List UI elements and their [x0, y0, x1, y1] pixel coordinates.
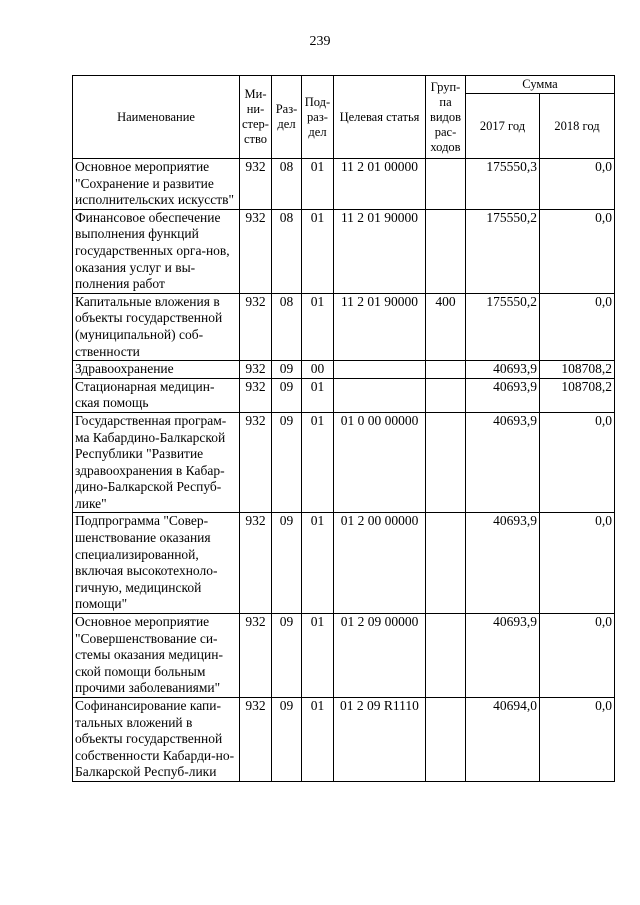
- row-name: Основное мероприятие "Сохранение и развитие исполнительских искусств": [73, 159, 240, 210]
- row-group: [426, 209, 466, 293]
- row-name: Стационарная медицин-ская помощь: [73, 378, 240, 412]
- row-sum-2018: 0,0: [540, 209, 615, 293]
- row-name: Финансовое обеспечение выполнения функций государственных орга-нов, оказания услуг и вы-полнения работ: [73, 209, 240, 293]
- row-ministry: 932: [240, 159, 272, 210]
- row-sum-2018: 0,0: [540, 159, 615, 210]
- header-target: Целевая статья: [334, 76, 426, 159]
- row-ministry: 932: [240, 209, 272, 293]
- row-group: [426, 159, 466, 210]
- header-group: Груп-па видов рас-ходов: [426, 76, 466, 159]
- table-row: [73, 513, 615, 614]
- row-subsection: 01: [302, 293, 334, 360]
- header-name: Наименование: [73, 76, 240, 159]
- row-subsection: 01: [302, 698, 334, 782]
- table-row: [73, 378, 615, 412]
- row-ministry: 932: [240, 412, 272, 513]
- row-ministry: 932: [240, 378, 272, 412]
- header-year-2017: 2017 год: [466, 94, 540, 159]
- row-section: 09: [272, 513, 302, 614]
- header-section: Раз-дел: [272, 76, 302, 159]
- row-sum-2017: 175550,2: [466, 293, 540, 360]
- row-subsection: 01: [302, 159, 334, 210]
- row-name: Здравоохранение: [73, 361, 240, 379]
- row-name: Капитальные вложения в объекты государственной (муниципальной) соб-ственности: [73, 293, 240, 360]
- row-subsection: 00: [302, 361, 334, 379]
- row-sum-2017: 40693,9: [466, 361, 540, 379]
- row-sum-2018: 108708,2: [540, 378, 615, 412]
- row-section: 08: [272, 293, 302, 360]
- row-target: 11 2 01 00000: [334, 159, 426, 210]
- row-ministry: 932: [240, 513, 272, 614]
- header-row-top: [73, 76, 615, 94]
- row-group: [426, 698, 466, 782]
- row-sum-2017: 175550,3: [466, 159, 540, 210]
- table-row: [73, 698, 615, 782]
- row-group: [426, 412, 466, 513]
- row-sum-2017: 175550,2: [466, 209, 540, 293]
- row-sum-2017: 40693,9: [466, 412, 540, 513]
- row-group: [426, 361, 466, 379]
- row-target: [334, 378, 426, 412]
- row-ministry: 932: [240, 698, 272, 782]
- row-sum-2018: 0,0: [540, 412, 615, 513]
- row-target: 01 2 00 00000: [334, 513, 426, 614]
- table-row: [73, 361, 615, 379]
- row-section: 09: [272, 361, 302, 379]
- row-sum-2018: 0,0: [540, 614, 615, 698]
- row-section: 09: [272, 614, 302, 698]
- row-sum-2018: 108708,2: [540, 361, 615, 379]
- row-sum-2017: 40693,9: [466, 614, 540, 698]
- row-sum-2018: 0,0: [540, 513, 615, 614]
- row-subsection: 01: [302, 378, 334, 412]
- budget-table: [72, 75, 615, 782]
- row-sum-2017: 40693,9: [466, 378, 540, 412]
- row-target: 01 2 09 00000: [334, 614, 426, 698]
- row-sum-2017: 40694,0: [466, 698, 540, 782]
- row-group: [426, 513, 466, 614]
- row-subsection: 01: [302, 412, 334, 513]
- row-subsection: 01: [302, 614, 334, 698]
- header-subsection: Под-раз-дел: [302, 76, 334, 159]
- row-name: Подпрограмма "Совер-шенствование оказания специализированной, включая высокотехноло-гичную, медицинской помощи": [73, 513, 240, 614]
- row-sum-2017: 40693,9: [466, 513, 540, 614]
- row-group: 400: [426, 293, 466, 360]
- table-row: [73, 412, 615, 513]
- row-target: [334, 361, 426, 379]
- row-ministry: 932: [240, 293, 272, 360]
- row-name: Государственная програм-ма Кабардино-Балкарской Республики "Развитие здравоохранения в Кабар-дино-Балкарской Респуб-лике": [73, 412, 240, 513]
- row-sum-2018: 0,0: [540, 698, 615, 782]
- table-row: [73, 293, 615, 360]
- row-subsection: 01: [302, 209, 334, 293]
- row-section: 08: [272, 159, 302, 210]
- row-ministry: 932: [240, 614, 272, 698]
- row-section: 09: [272, 378, 302, 412]
- row-name: Софинансирование капи-тальных вложений в объекты государственной собственности Кабарди-но- Балкарской Респуб-лики: [73, 698, 240, 782]
- row-target: 11 2 01 90000: [334, 293, 426, 360]
- row-group: [426, 614, 466, 698]
- row-section: 09: [272, 412, 302, 513]
- row-name: Основное мероприятие "Совершенствование си-стемы оказания медицин-ской помощи больным прочими заболеваниями": [73, 614, 240, 698]
- table-row: [73, 159, 615, 210]
- page-number: 239: [309, 34, 331, 49]
- row-group: [426, 378, 466, 412]
- row-ministry: 932: [240, 361, 272, 379]
- row-section: 09: [272, 698, 302, 782]
- table-row: [73, 614, 615, 698]
- row-subsection: 01: [302, 513, 334, 614]
- row-sum-2018: 0,0: [540, 293, 615, 360]
- table-row: [73, 209, 615, 293]
- row-target: 01 2 09 R1110: [334, 698, 426, 782]
- row-target: 11 2 01 90000: [334, 209, 426, 293]
- header-ministry: Ми-ни-стер-ство: [240, 76, 272, 159]
- row-section: 08: [272, 209, 302, 293]
- header-sum: Сумма: [466, 76, 615, 94]
- header-year-2018: 2018 год: [540, 94, 615, 159]
- row-target: 01 0 00 00000: [334, 412, 426, 513]
